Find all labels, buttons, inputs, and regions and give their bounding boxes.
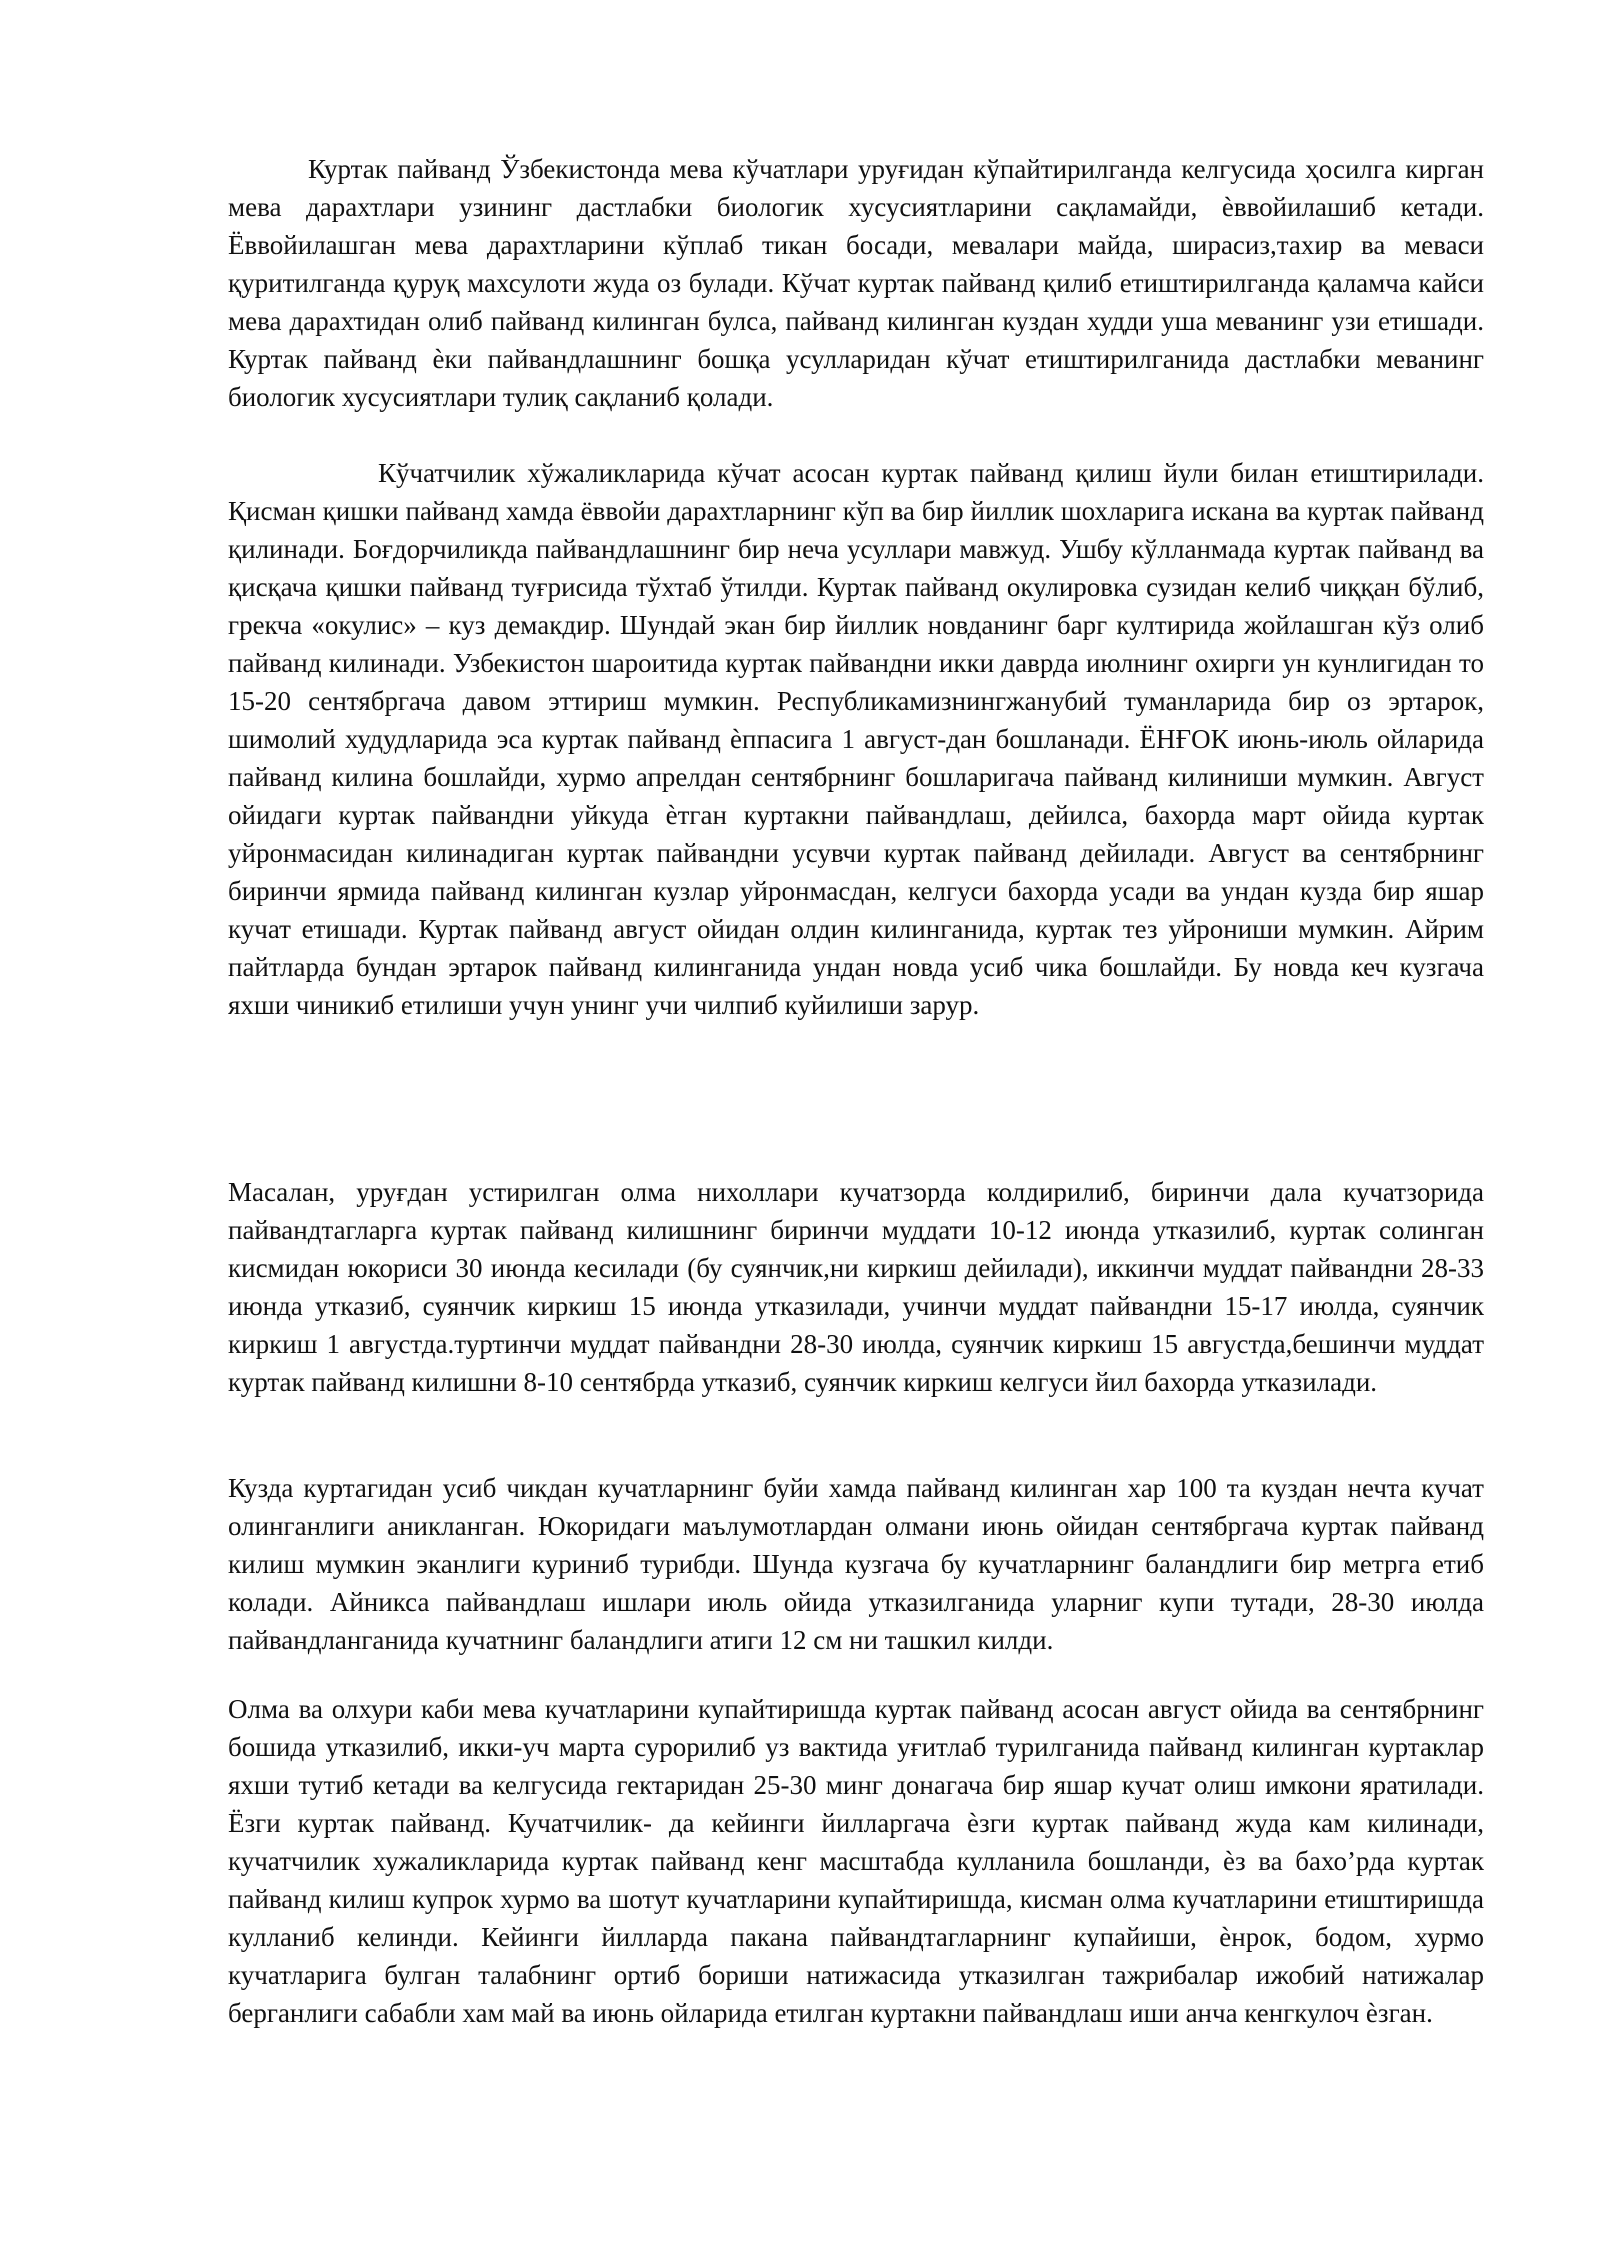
- paragraph-example-timing: Масалан, уруғдан устирилган олма нихоллари кучатзорда колдирилиб, биринчи дала кучатзорида пайвандтагларга куртак пайванд килишнинг биринчи муддати 10-12 июнда утказилиб, куртак солинган кисмидан юкориси 30 июнда кесилади (бу суянчик,ни киркиш дейилади), иккинчи муддат пайвандни 28-33 июнда утказиб, суянчик киркиш 15 июнда утказилади, учинчи муддат пайвандни 15-17 июлда, суянчик киркиш 1 августда.туртинчи муддат пайвандни 28-30 июлда, суянчик киркиш 15 августда,бешинчи муддат куртак пайванд килишни 8-10 сентябрда утказиб, суянчик киркиш келгуси йил бахорда утказилади.: [228, 1177, 1484, 1397]
- paragraph-summer-grafting: Олма ва олхури каби мева кучатларини купайтиришда куртак пайванд асосан август ойида ва сентябрнинг бошида утказилиб, икки-уч марта сурорилиб уз вактида уғитлаб турилганида пайванд килинган куртаклар яхши тутиб кетади ва келгусида гектаридан 25-30 минг донагача бир яшар кучат олиш имкони яратилади. Ёзги куртак пайванд. Кучатчилик- да кейинги йилларгача ѐзги куртак пайванд жуда кам килинади, кучатчилик хужаликларида куртак пайванд кенг масштабда кулланила бошланди, ѐз ва бахо’рда куртак пайванд килиш купрок хурмо ва шотут кучатларини купайтиришда, кисман олма кучатларини етиштиришда кулланиб келинди. Кейинги йилларда пакана пайвандтагларнинг купайиши, ѐнрок, бодом, хурмо кучатларига булган талабнинг ортиб бориши натижасида утказилган тажрибалар ижобий натижалар берганлиги сабабли хам май ва июнь ойларида етилган куртакни пайвандлаш иши анча кенгкулоч ѐзган.: [228, 1694, 1484, 2028]
- paragraph-nursery-methods: Кўчатчилик хўжаликларида кўчат асосан куртак пайванд қилиш йули билан етиштирилади. Қисман қишки пайванд хамда ёввойи дарахтларнинг кўп ва бир йиллик шохларига искана ва куртак пайванд қилинади. Боғдорчиликда пайвандлашнинг бир неча усуллари мавжуд. Ушбу кўлланмада куртак пайванд ва қисқача қишки пайванд туғрисида тўхтаб ўтилди. Куртак пайванд окулировка сузидан келиб чиққан бўлиб, грекча «окулис» – куз демакдир. Шундай экан бир йиллик новданинг барг култирида жойлашган кўз олиб пайванд килинади. Узбекистон шароитида куртак пайвандни икки даврда июлнинг охирги ун кунлигидан то 15-20 сентябргача давом эттириш мумкин. Республикамизнингжанубий туманларида бир оз эртарок, шимолий худудларида эса куртак пайванд ѐппасига 1 август-дан бошланади. ЁНҒОК июнь-июль ойларида пайванд килина бошлайди, хурмо апрелдан сентябрнинг бошларигача пайванд килиниши мумкин. Август ойидаги куртак пайвандни уйкуда ѐтган куртакни пайвандлаш, дейилса, бахорда март ойида куртак уйронмасидан килинадиган куртак пайвандни усувчи куртак пайванд дейилади. Август ва сентябрнинг биринчи ярмида пайванд килинган кузлар уйронмасдан, келгуси бахорда усади ва ундан кузда бир яшар кучат етишади. Куртак пайванд август ойидан олдин килинганида, куртак тез уйрониши мумкин. Айрим пайтларда бундан эртарок пайванд килинганида ундан новда усиб чика бошлайди. Бу новда кеч кузгача яхши чиникиб етилиши учун унинг учи чилпиб куйилиши зарур.: [228, 458, 1484, 1020]
- paragraph-bud-grafting-intro: Куртак пайванд Ўзбекистонда мева кўчатлари уруғидан кўпайтирилганда келгусида ҳосилга кирган мева дарахтлари узининг дастлабки биологик хусусиятларини сақламайди, ѐввойилашиб кетади. Ёввойилашган мева дарахтларини кўплаб тикан босади, мевалари майда, ширасиз,тахир ва меваси қуритилганда қуруқ махсулоти жуда оз булади. Кўчат куртак пайванд қилиб етиштирилганда қаламча кайси мева дарахтидан олиб пайванд килинган булса, пайванд килинган куздан худди уша меванинг узи етишади. Куртак пайванд ѐки пайвандлашнинг бошқа усулларидан кўчат етиштирилганида дастлабки меванинг биологик хусусиятлари тулиқ сақланиб қолади.: [228, 154, 1484, 412]
- paragraph-seedling-height: Кузда куртагидан усиб чикдан кучатларнинг буйи хамда пайванд килинган хар 100 та куздан нечта кучат олинганлиги аникланган. Юкоридаги маълумотлардан олмани июнь ойидан сентябргача куртак пайванд килиш мумкин эканлиги куриниб турибди. Шунда кузгача бу кучатларнинг баландлиги бир метрга етиб колади. Айникса пайвандлаш ишлари июль ойида утказилганида уларниг купи тутади, 28-30 июлда пайвандланганида кучатнинг баландлиги атиги 12 см ни ташкил килди.: [228, 1473, 1484, 1655]
